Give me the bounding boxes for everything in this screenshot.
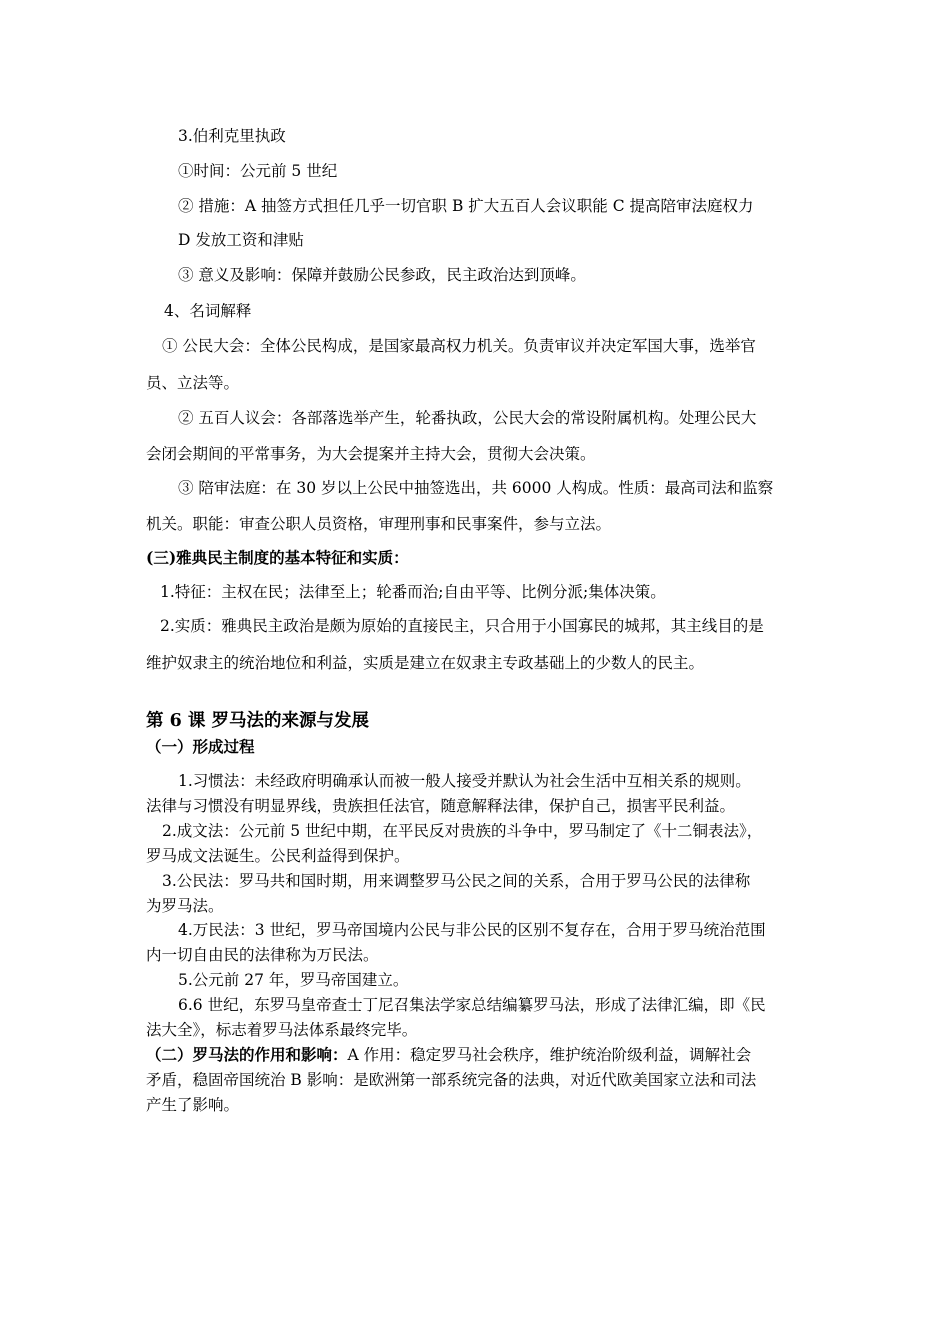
text-line: 产生了影响。 bbox=[146, 1096, 240, 1114]
text-line: ② 措施：A 抽签方式担任几乎一切官职 B 扩大五百人会议职能 C 提高陪审法庭权力 bbox=[178, 197, 754, 215]
text-line: ①时间：公元前 5 世纪 bbox=[178, 162, 338, 180]
subheading-effects: （二）罗马法的作用和影响： bbox=[146, 1045, 348, 1064]
text-line: 矛盾，稳固帝国统治 B 影响：是欧洲第一部系统完备的法典，对近代欧美国家立法和司法 bbox=[146, 1071, 757, 1089]
text-line: 机关。职能：审查公职人员资格，审理刑事和民事案件，参与立法。 bbox=[146, 515, 612, 533]
text-line: ③ 意义及影响：保障并鼓励公民参政，民主政治达到顶峰。 bbox=[178, 266, 586, 284]
text-line: 内一切自由民的法律称为万民法。 bbox=[146, 946, 379, 964]
text-line: 1.习惯法：未经政府明确承认而被一般人接受并默认为社会生活中互相关系的规则。 bbox=[178, 772, 751, 790]
heading-terms: 4、名词解释 bbox=[164, 302, 252, 320]
text-line: ③ 陪审法庭：在 30 岁以上公民中抽签选出，共 6000 人构成。性质：最高司法和监察 bbox=[178, 479, 774, 497]
text-line: D 发放工资和津贴 bbox=[178, 231, 304, 249]
text-line: 罗马成文法诞生。公民利益得到保护。 bbox=[146, 847, 410, 865]
text-line bbox=[146, 1045, 751, 1065]
lesson-title: 第 6 课 罗马法的来源与发展 bbox=[146, 711, 369, 731]
text-line: 为罗马法。 bbox=[146, 897, 224, 915]
text-line: 3.公民法：罗马共和国时期，用来调整罗马公民之间的关系，合用于罗马公民的法律称 bbox=[162, 872, 751, 890]
subheading-formation: （一）形成过程 bbox=[146, 737, 255, 756]
text-line: 法大全》，标志着罗马法体系最终完毕。 bbox=[146, 1021, 418, 1039]
text-line: 会闭会期间的平常事务，为大会提案并主持大会，贯彻大会决策。 bbox=[146, 445, 596, 463]
text-line: ① 公民大会：全体公民构成，是国家最高权力机关。负责审议并决定军国大事，选举官 bbox=[162, 337, 756, 355]
text-line: 5.公元前 27 年，罗马帝国建立。 bbox=[178, 971, 409, 989]
text-line: 4.万民法：3 世纪，罗马帝国境内公民与非公民的区别不复存在，合用于罗马统治范围 bbox=[178, 921, 766, 939]
text-line: 1.特征：主权在民；法律至上；轮番而治;自由平等、比例分派;集体决策。 bbox=[160, 583, 666, 601]
effects-text: A 作用：稳定罗马社会秩序，维护统治阶级利益，调解社会 bbox=[347, 1046, 752, 1064]
text-line: 2.成文法：公元前 5 世纪中期，在平民反对贵族的斗争中，罗马制定了《十二铜表法》， bbox=[162, 822, 763, 840]
text-line: 2.实质：雅典民主政治是颇为原始的直接民主，只合用于小国寡民的城邦，其主线目的是 bbox=[160, 617, 764, 635]
heading-pericles: 3.伯利克里执政 bbox=[178, 127, 286, 145]
section-heading: (三)雅典民主制度的基本特征和实质： bbox=[146, 548, 409, 567]
text-line: 员、立法等。 bbox=[146, 374, 240, 392]
text-line: 6.6 世纪，东罗马皇帝查士丁尼召集法学家总结编纂罗马法，形成了法律汇编，即《民 bbox=[178, 996, 766, 1014]
text-line: 法律与习惯没有明显界线，贵族担任法官，随意解释法律，保护自己，损害平民利益。 bbox=[146, 797, 736, 815]
text-line: ② 五百人议会：各部落选举产生，轮番执政，公民大会的常设附属机构。处理公民大 bbox=[178, 409, 757, 427]
text-line: 维护奴隶主的统治地位和利益，实质是建立在奴隶主专政基础上的少数人的民主。 bbox=[146, 654, 705, 672]
